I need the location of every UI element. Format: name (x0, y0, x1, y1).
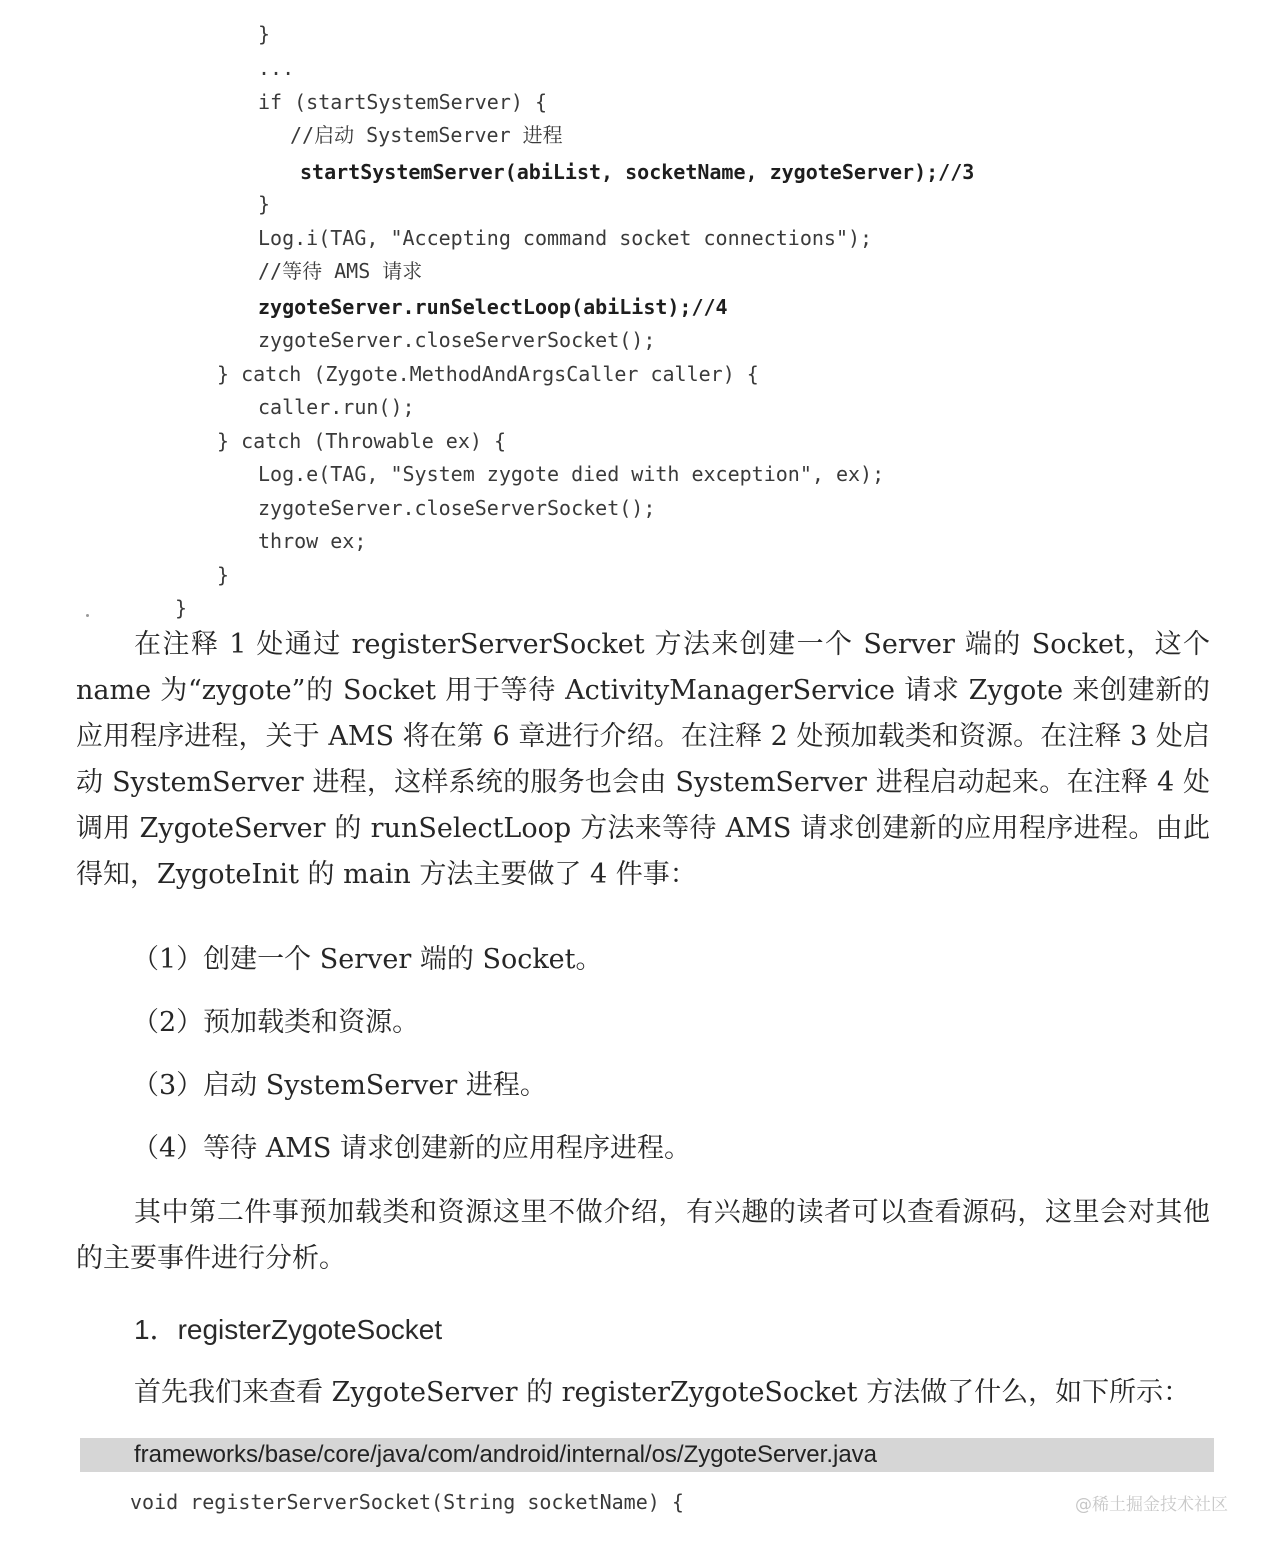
code-line: Log.i(TAG, "Accepting command socket connections"); (258, 226, 873, 250)
code-line: } catch (Zygote.MethodAndArgsCaller caller) { (217, 362, 759, 386)
code-line: if (startSystemServer) { (258, 90, 547, 114)
code-line-bold: zygoteServer.runSelectLoop(abiList);//4 (258, 295, 728, 319)
list-item: （1）创建一个 Server 端的 Socket。 (132, 944, 603, 975)
code-line: } catch (Throwable ex) { (217, 429, 506, 453)
section-heading: 1．registerZygoteSocket (134, 1314, 443, 1345)
code-line: caller.run(); (258, 395, 415, 419)
code-comment: //等待 AMS 请求 (258, 259, 423, 283)
code-line: } (258, 22, 271, 46)
code-line: zygoteServer.closeServerSocket(); (258, 496, 656, 520)
list-item: （3）启动 SystemServer 进程。 (132, 1070, 547, 1101)
code-line: } (258, 192, 271, 216)
list-item: （2）预加载类和资源。 (132, 1007, 420, 1038)
code-line: } (217, 563, 230, 587)
explanation-paragraph: 在注释 1 处通过 registerServerSocket 方法来创建一个 Server 端的 Socket，这个 name 为“zygote”的 Socket 用于等待 ActivityManagerService 请求 Zygote 来创建新的应用程序进程，关于 AMS 将在第 6 章进行介绍。在注释 2 处预加载类和资源。在注释 3 处启动 SystemServer 进程，这样系统的服务也会由 SystemServer 进程启动起来。在注释 4 处调用 ZygoteServer 的 runSelectLoop 方法来等待 AMS 请求创建新的应用程序进程。由此得知，ZygoteInit 的 main 方法主要做了 4 件事： (76, 629, 1210, 890)
code-line: Log.e(TAG, "System zygote died with exception", ex); (258, 462, 885, 486)
code-line: ... (258, 56, 295, 80)
file-path: frameworks/base/core/java/com/android/internal/os/ZygoteServer.java (134, 1441, 878, 1468)
code-line: throw ex; (258, 529, 367, 553)
note-paragraph: 其中第二件事预加载类和资源这里不做介绍，有兴趣的读者可以查看源码，这里会对其他的主要事件进行分析。 (76, 1197, 1210, 1274)
code-line-bold: startSystemServer(abiList, socketName, zygoteServer);//3 (300, 160, 975, 184)
scan-speck (86, 614, 89, 617)
code-line: void registerServerSocket(String socketName) { (130, 1490, 684, 1514)
intro-paragraph: 首先我们来查看 ZygoteServer 的 registerZygoteSocket 方法做了什么，如下所示： (134, 1377, 1191, 1408)
code-line: } (175, 596, 188, 620)
file-path-bar (80, 1438, 1214, 1472)
list-item: （4）等待 AMS 请求创建新的应用程序进程。 (132, 1133, 691, 1164)
code-line: zygoteServer.closeServerSocket(); (258, 328, 656, 352)
watermark: @稀土掘金技术社区 (1075, 1495, 1228, 1515)
code-comment: //启动 SystemServer 进程 (290, 123, 563, 147)
